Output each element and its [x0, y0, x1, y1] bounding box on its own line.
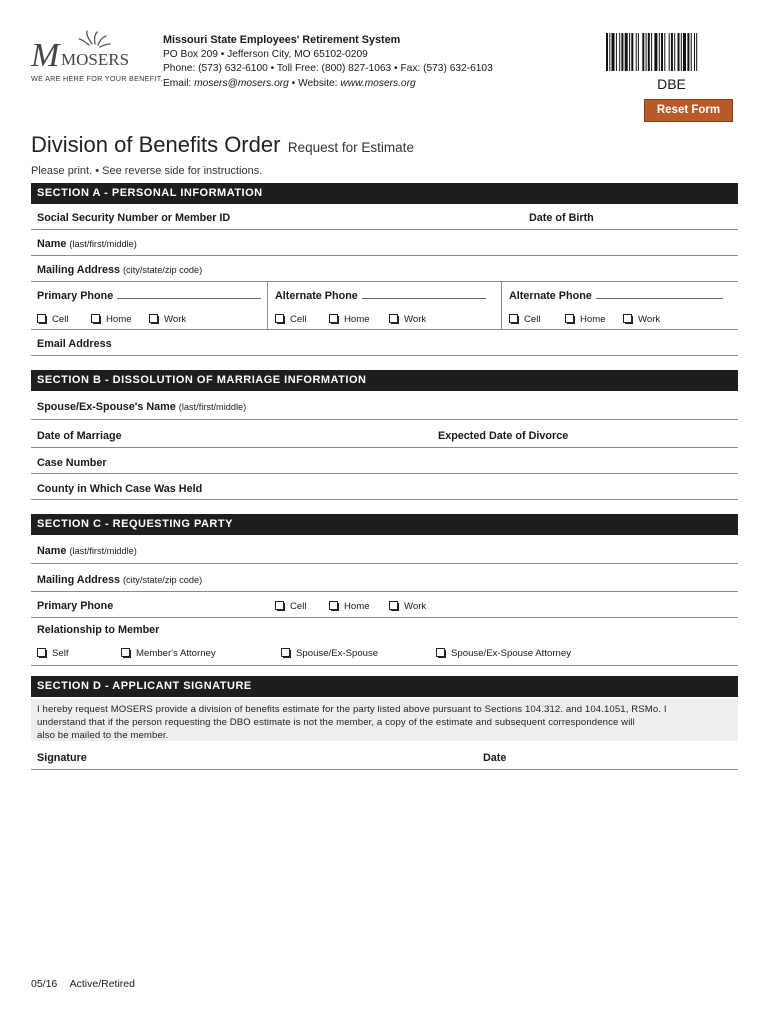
alt-phone-2-label[interactable]	[509, 290, 723, 302]
checkbox-icon	[121, 648, 130, 657]
alt-phone-2-line[interactable]	[596, 290, 723, 299]
dob-label: Date of Birth	[529, 212, 594, 224]
option-label: Home	[106, 314, 132, 325]
org-email-line	[163, 77, 493, 92]
alt2-work-checkbox[interactable]	[623, 314, 660, 325]
barcode-bar	[671, 33, 673, 71]
barcode-bar	[616, 33, 617, 71]
barcode-bar	[642, 33, 644, 71]
relationship-row	[31, 618, 738, 666]
option-label: Cell	[52, 314, 69, 325]
relationship-member-attorney-checkbox[interactable]	[121, 648, 216, 659]
title-sub: Request for Estimate	[287, 140, 414, 155]
org-contact-block	[163, 33, 493, 91]
ssn-row[interactable]	[31, 204, 738, 230]
option-label: Cell	[524, 314, 541, 325]
requester-name-label	[37, 545, 137, 557]
barcode-bar	[696, 33, 697, 71]
primary-home-checkbox[interactable]	[91, 314, 132, 325]
checkbox-icon	[275, 314, 284, 323]
spouse-note: (last/first/middle)	[178, 402, 247, 412]
org-phone: Phone: (573) 632-6100 • Toll Free: (800) 827-1063 • Fax: (573) 632-6103	[163, 63, 493, 74]
barcode-bar	[619, 33, 620, 71]
barcode-bar	[651, 33, 652, 71]
divorce-date-label: Expected Date of Divorce	[438, 430, 569, 442]
requester-phone-label: Primary Phone	[37, 600, 114, 612]
option-label: Self	[52, 648, 69, 659]
requester-phone-row[interactable]	[31, 592, 738, 618]
barcode-bar	[664, 33, 665, 71]
barcode-bar	[681, 33, 682, 71]
case-number-row[interactable]	[31, 448, 738, 474]
option-label: Spouse/Ex-Spouse	[296, 648, 379, 659]
declaration-text	[31, 699, 738, 741]
section-a-heading: SECTION A - PERSONAL INFORMATION	[31, 183, 738, 204]
option-label: Home	[344, 314, 370, 325]
checkbox-icon	[389, 314, 398, 323]
barcode-bar	[621, 33, 623, 71]
alt-phone-1-text: Alternate Phone	[275, 290, 358, 302]
checkbox-icon	[329, 601, 338, 610]
form-code: DBE	[657, 76, 686, 92]
title-main: Division of Benefits Order	[31, 132, 281, 157]
checkbox-icon	[389, 601, 398, 610]
barcode-bar	[646, 33, 647, 71]
mailing-row[interactable]	[31, 256, 738, 282]
county-row[interactable]	[31, 474, 738, 500]
requester-mailing-label	[37, 574, 202, 586]
relationship-self-checkbox[interactable]	[37, 648, 69, 659]
relationship-label: Relationship to Member	[37, 624, 160, 636]
checkbox-icon	[623, 314, 632, 323]
alt2-home-checkbox[interactable]	[565, 314, 606, 325]
name-label-text: Name	[37, 238, 67, 250]
option-label: Work	[164, 314, 187, 325]
requester-cell-checkbox[interactable]	[275, 601, 307, 612]
alt2-cell-checkbox[interactable]	[509, 314, 541, 325]
column-divider	[267, 282, 268, 330]
alt-phone-2-text: Alternate Phone	[509, 290, 592, 302]
requester-mailing-row[interactable]	[31, 564, 738, 592]
reset-form-button[interactable]: Reset Form	[644, 99, 733, 122]
org-website[interactable]: www.mosers.org	[340, 77, 416, 89]
barcode-bar	[683, 33, 686, 71]
name-label	[37, 238, 137, 250]
org-email[interactable]: mosers@mosers.org	[194, 77, 289, 89]
svg-text:M: M	[31, 37, 60, 74]
logo-wordmark: MOSERS	[61, 50, 130, 69]
checkbox-icon	[509, 314, 518, 323]
instructions: Please print. • See reverse side for instructions.	[31, 165, 263, 177]
marriage-date-label: Date of Marriage	[37, 430, 122, 442]
option-label: Home	[344, 601, 370, 612]
option-label: Work	[404, 314, 427, 325]
option-label: Cell	[290, 601, 307, 612]
barcode-bar	[631, 33, 633, 71]
option-label: Work	[638, 314, 661, 325]
declaration-line: understand that if the person requesting the DBO estimate is not the member, a copy of the estimate and subsequent correspondence will	[37, 717, 635, 728]
checkbox-icon	[436, 648, 445, 657]
barcode-bar	[678, 33, 680, 71]
requester-work-checkbox[interactable]	[389, 601, 426, 612]
alt1-home-checkbox[interactable]	[329, 314, 370, 325]
requester-name-text: Name	[37, 545, 67, 557]
checkbox-icon	[149, 314, 158, 323]
barcode-bar	[669, 33, 670, 71]
page-title	[31, 132, 414, 158]
declaration-line: also be mailed to the member.	[37, 730, 169, 741]
email-row[interactable]	[31, 330, 738, 356]
requester-name-row[interactable]	[31, 535, 738, 564]
checkbox-icon	[329, 314, 338, 323]
option-label: Member's Attorney	[136, 648, 216, 659]
checkbox-icon	[565, 314, 574, 323]
option-label: Home	[580, 314, 606, 325]
county-label: County in Which Case Was Held	[37, 483, 203, 495]
declaration-line: I hereby request MOSERS provide a division of benefits estimate for the party listed above pursuant to Sections 104.312. and 104.1051, RSMo. I	[37, 704, 667, 715]
requester-name-note: (last/first/middle)	[69, 546, 137, 556]
checkbox-icon	[91, 314, 100, 323]
spouse-name-text: Spouse/Ex-Spouse's Name	[37, 401, 176, 413]
barcode-bar	[638, 33, 639, 71]
barcode-bar	[629, 33, 630, 71]
primary-phone-text: Primary Phone	[37, 290, 114, 302]
alt-phone-1-label[interactable]	[275, 290, 486, 302]
primary-phone-line[interactable]	[117, 290, 261, 299]
logo-tagline: WE ARE HERE FOR YOUR BENEFIT.	[31, 74, 163, 83]
requester-mailing-note: (city/state/zip code)	[123, 575, 203, 585]
barcode-bar	[648, 33, 650, 71]
barcode-bar	[609, 33, 610, 71]
spouse-name-label	[37, 401, 246, 413]
section-b-heading: SECTION B - DISSOLUTION OF MARRIAGE INFORMATION	[31, 370, 738, 391]
relationship-spouse-checkbox[interactable]	[281, 648, 378, 659]
mailing-note: (city/state/zip code)	[123, 265, 203, 275]
barcode-bar	[636, 33, 637, 71]
barcode-bar	[625, 33, 628, 71]
relationship-spouse-attorney-checkbox[interactable]	[436, 648, 571, 659]
section-c-heading: SECTION C - REQUESTING PARTY	[31, 514, 738, 535]
barcode-bar	[691, 33, 692, 71]
barcode-bar	[674, 33, 675, 71]
marriage-date-row[interactable]	[31, 420, 738, 448]
footer	[31, 978, 145, 990]
website-label: • Website:	[288, 77, 341, 89]
spouse-name-row[interactable]	[31, 391, 738, 420]
checkbox-icon	[275, 601, 284, 610]
checkbox-icon	[37, 314, 46, 323]
alt-phone-1-line[interactable]	[362, 290, 486, 299]
section-d-heading: SECTION D - APPLICANT SIGNATURE	[31, 676, 738, 697]
form-status: Active/Retired	[69, 978, 135, 990]
signature-row[interactable]	[31, 741, 738, 770]
revision-date: 05/16	[31, 978, 58, 990]
option-label: Work	[404, 601, 427, 612]
mailing-label-text: Mailing Address	[37, 264, 120, 276]
alt1-work-checkbox[interactable]	[389, 314, 426, 325]
option-label: Cell	[290, 314, 307, 325]
barcode-bar	[694, 33, 695, 71]
checkbox-icon	[281, 648, 290, 657]
requester-mailing-text: Mailing Address	[37, 574, 120, 586]
signature-date-label: Date	[483, 752, 507, 764]
barcode-bar	[661, 33, 663, 71]
checkbox-icon	[37, 648, 46, 657]
email-label: Email:	[163, 77, 195, 89]
barcode-bar	[687, 33, 689, 71]
email-address-label: Email Address	[37, 338, 112, 350]
primary-cell-checkbox[interactable]	[37, 314, 69, 325]
barcode-bar	[612, 33, 615, 71]
barcode-bar	[654, 33, 657, 71]
mailing-label	[37, 264, 202, 276]
column-divider	[501, 282, 502, 330]
barcode-bar	[606, 33, 608, 71]
barcode-bar	[659, 33, 660, 71]
org-address: PO Box 209 • Jefferson City, MO 65102-0209	[163, 48, 368, 60]
signature-label: Signature	[37, 752, 87, 764]
ssn-label: Social Security Number or Member ID	[37, 212, 231, 224]
name-row[interactable]	[31, 230, 738, 256]
phone-row	[31, 282, 738, 330]
barcode	[606, 33, 737, 71]
name-note: (last/first/middle)	[69, 239, 137, 249]
primary-work-checkbox[interactable]	[149, 314, 186, 325]
case-number-label: Case Number	[37, 457, 107, 469]
option-label: Spouse/Ex-Spouse Attorney	[451, 648, 571, 659]
requester-home-checkbox[interactable]	[329, 601, 370, 612]
primary-phone-label[interactable]	[37, 290, 261, 302]
org-name: Missouri State Employees' Retirement System	[163, 34, 401, 46]
alt1-cell-checkbox[interactable]	[275, 314, 307, 325]
